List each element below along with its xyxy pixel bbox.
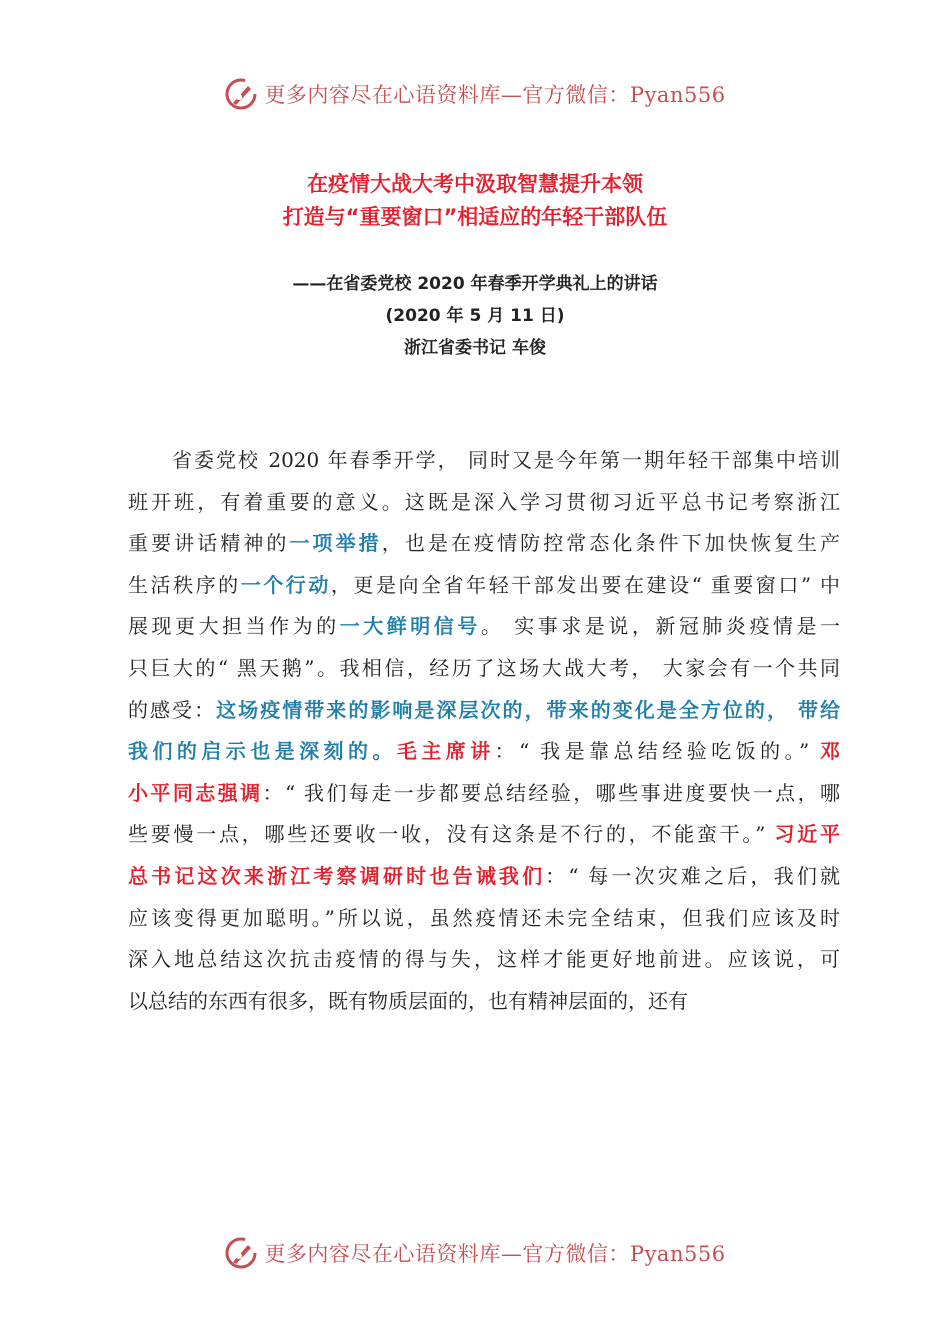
document-title <box>0 168 950 234</box>
subtitle-line-3: 浙江省委书记 车俊 <box>404 338 546 358</box>
highlight-red: 小平同志强调 <box>128 780 263 805</box>
body-line: 应该变得更加聪明。”所以说，虽然疫情还未完全结束，但我们应该及时 <box>128 905 840 930</box>
body-line: 以总结的东西有很多，既有物质层面的，也有精神层面的，还有 <box>128 988 688 1013</box>
header-banner-text: 更多内容尽在心语资料库—官方微信：Pyan556 <box>264 83 726 107</box>
body-line: 只巨大的“ 黑天鹅”。我相信，经历了这场大战大考， 大家会有一个共同 <box>128 655 840 680</box>
subtitle-line-2: (2020 年 5 月 11 日) <box>385 306 565 326</box>
body-line: 些要慢一点，哪些还要收一收，没有这条是不行的，不能蛮干。” 习近平 <box>128 822 840 847</box>
highlight-blue: 一项举措 <box>289 531 382 556</box>
body-paragraph <box>128 440 840 1022</box>
pen-nib-logo-icon <box>224 1236 258 1270</box>
body-line: 深入地总结这次抗击疫情的得与失，这样才能更好地前进。应该说，可 <box>128 947 840 972</box>
highlight-red: 毛主席讲 <box>396 739 495 764</box>
title-line-2: 打造与“重要窗口”相适应的年轻干部队伍 <box>282 205 668 229</box>
body-line: 班开班，有着重要的意义。这既是深入学习贯彻习近平总书记考察浙江 <box>128 489 840 514</box>
highlight-blue: 这场疫情带来的影响是深层次的，带来的变化是全方位的， 带给 <box>216 697 841 722</box>
body-line: 重要讲话精神的一项举措，也是在疫情防控常态化条件下加快恢复生产 <box>128 531 841 556</box>
body-line: 生活秩序的一个行动，更是向全省年轻干部发出要在建设“ 重要窗口” 中 <box>128 572 840 597</box>
highlight-blue: 我们的启示也是深刻的。 <box>128 739 397 764</box>
footer-banner-text: 更多内容尽在心语资料库—官方微信：Pyan556 <box>264 1242 726 1266</box>
body-line: 小平同志强调：“ 我们每走一步都要总结经验，哪些事进度要快一点，哪 <box>128 780 841 805</box>
body-line: 总书记这次来浙江考察调研时也告诫我们：“ 每一次灾难之后，我们就 <box>128 863 840 888</box>
body-line: 省委党校 2020 年春季开学， 同时又是今年第一期年轻干部集中培训 <box>170 448 840 472</box>
document-subtitle <box>0 268 950 364</box>
footer-banner <box>0 1233 950 1273</box>
body-line: 的感受：这场疫情带来的影响是深层次的，带来的变化是全方位的， 带给 <box>128 697 841 722</box>
highlight-blue: 一个行动 <box>240 572 331 597</box>
title-line-1: 在疫情大战大考中汲取智慧提升本领 <box>307 172 643 196</box>
header-banner <box>0 74 950 114</box>
pen-nib-logo-icon <box>224 77 258 111</box>
subtitle-line-1: ——在省委党校 2020 年春季开学典礼上的讲话 <box>292 274 658 294</box>
body-line: 展现更大担当作为的一大鲜明信号。 实事求是说，新冠肺炎疫情是一 <box>128 614 841 639</box>
highlight-red: 总书记这次来浙江考察调研时也告诫我们 <box>128 863 546 888</box>
highlight-red: 习近平 <box>774 822 840 847</box>
highlight-red: 邓 <box>820 739 841 764</box>
highlight-blue: 一大鲜明信号 <box>339 614 481 639</box>
body-line: 我们的启示也是深刻的。毛主席讲：“ 我是靠总结经验吃饭的。” 邓 <box>128 739 841 764</box>
